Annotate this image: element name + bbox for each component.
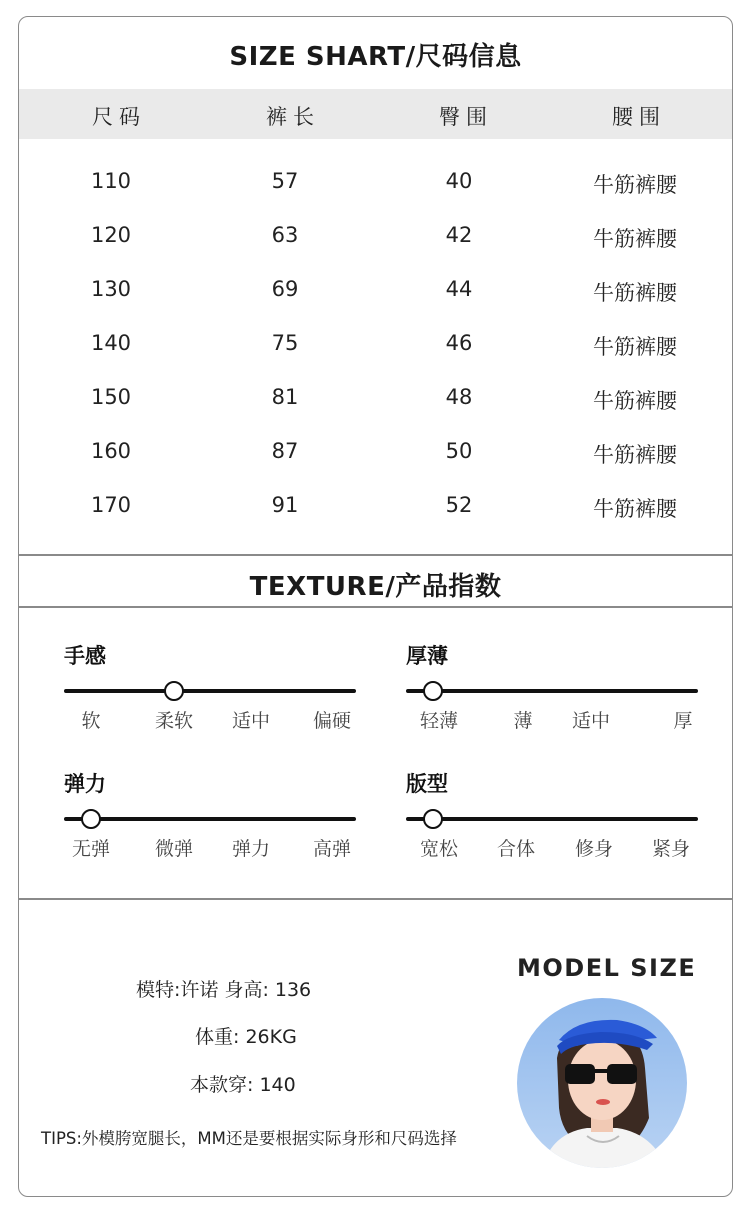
cell-waist: 牛筋裤腰 bbox=[593, 497, 677, 521]
divider bbox=[19, 898, 732, 900]
texture-group-elasticity bbox=[64, 768, 366, 878]
texture-option: 柔软 bbox=[154, 710, 194, 732]
texture-option: 适中 bbox=[571, 710, 611, 732]
cell-length: 81 bbox=[271, 385, 299, 409]
texture-option: 偏硬 bbox=[312, 710, 352, 732]
size-chart-title bbox=[19, 36, 732, 73]
table-row bbox=[19, 321, 732, 375]
header-length: 裤长 bbox=[266, 105, 320, 129]
texture-selected-marker bbox=[423, 681, 443, 701]
cell-hip: 44 bbox=[445, 277, 473, 301]
texture-title-zh: /产品指数 bbox=[385, 572, 502, 602]
texture-label-hand-feel: 手感 bbox=[64, 644, 106, 668]
texture-option: 薄 bbox=[513, 710, 533, 732]
table-row bbox=[19, 429, 732, 483]
cell-hip: 40 bbox=[445, 169, 473, 193]
cell-size: 170 bbox=[90, 493, 132, 517]
cell-length: 57 bbox=[271, 169, 299, 193]
size-chart-title-zh: /尺码信息 bbox=[405, 42, 522, 72]
texture-label-fit: 版型 bbox=[406, 772, 448, 796]
cell-waist: 牛筋裤腰 bbox=[593, 335, 677, 359]
texture-scale-line bbox=[64, 817, 356, 821]
texture-scale-line bbox=[406, 817, 698, 821]
texture-option: 微弹 bbox=[154, 838, 194, 860]
cell-waist: 牛筋裤腰 bbox=[593, 227, 677, 251]
cell-waist: 牛筋裤腰 bbox=[593, 443, 677, 467]
model-wearing-size: 本款穿: 140 bbox=[190, 1074, 296, 1096]
tips-text: TIPS:外模胯宽腿长，MM还是要根据实际身形和尺码选择 bbox=[41, 1129, 457, 1148]
cell-hip: 42 bbox=[445, 223, 473, 247]
size-table-header bbox=[19, 89, 732, 139]
texture-scale-line bbox=[64, 689, 356, 693]
texture-title-en: TEXTURE bbox=[249, 572, 386, 602]
texture-option: 修身 bbox=[574, 838, 614, 860]
divider bbox=[19, 554, 732, 556]
model-photo bbox=[517, 998, 687, 1168]
model-size-title: MODEL SIZE bbox=[517, 954, 697, 982]
texture-selected-marker bbox=[423, 809, 443, 829]
texture-option: 轻薄 bbox=[419, 710, 459, 732]
header-waist: 腰围 bbox=[612, 105, 666, 129]
texture-title bbox=[19, 566, 732, 603]
texture-option: 高弹 bbox=[312, 838, 352, 860]
cell-hip: 48 bbox=[445, 385, 473, 409]
cell-hip: 46 bbox=[445, 331, 473, 355]
cell-hip: 52 bbox=[445, 493, 473, 517]
cell-size: 160 bbox=[90, 439, 132, 463]
texture-selected-marker bbox=[164, 681, 184, 701]
texture-group-thickness bbox=[406, 640, 708, 750]
texture-option: 无弹 bbox=[71, 838, 111, 860]
texture-option: 宽松 bbox=[419, 838, 459, 860]
cell-length: 69 bbox=[271, 277, 299, 301]
model-photo-icon bbox=[517, 998, 687, 1168]
cell-size: 110 bbox=[90, 169, 132, 193]
table-row bbox=[19, 375, 732, 429]
table-row bbox=[19, 483, 732, 537]
cell-length: 63 bbox=[271, 223, 299, 247]
texture-option: 软 bbox=[81, 710, 101, 732]
table-row bbox=[19, 267, 732, 321]
texture-option: 适中 bbox=[231, 710, 271, 732]
size-chart-title-en: SIZE SHART bbox=[229, 42, 406, 72]
header-hip: 臀围 bbox=[439, 105, 493, 129]
cell-size: 130 bbox=[90, 277, 132, 301]
texture-label-elasticity: 弹力 bbox=[64, 772, 106, 796]
cell-length: 91 bbox=[271, 493, 299, 517]
size-chart-card bbox=[18, 16, 733, 1197]
texture-group-hand-feel bbox=[64, 640, 366, 750]
model-weight: 体重: 26KG bbox=[195, 1026, 297, 1048]
cell-waist: 牛筋裤腰 bbox=[593, 281, 677, 305]
texture-option: 合体 bbox=[496, 838, 536, 860]
texture-group-fit bbox=[406, 768, 708, 878]
texture-label-thickness: 厚薄 bbox=[406, 644, 448, 668]
texture-scale-line bbox=[406, 689, 698, 693]
cell-size: 150 bbox=[90, 385, 132, 409]
cell-size: 120 bbox=[90, 223, 132, 247]
header-size: 尺码 bbox=[92, 105, 146, 129]
cell-waist: 牛筋裤腰 bbox=[593, 173, 677, 197]
texture-option: 弹力 bbox=[231, 838, 271, 860]
cell-size: 140 bbox=[90, 331, 132, 355]
divider bbox=[19, 606, 732, 608]
table-row bbox=[19, 213, 732, 267]
table-row bbox=[19, 159, 732, 213]
cell-length: 87 bbox=[271, 439, 299, 463]
model-name-height: 模特:许诺 身高: 136 bbox=[136, 979, 312, 1001]
texture-selected-marker bbox=[81, 809, 101, 829]
cell-hip: 50 bbox=[445, 439, 473, 463]
cell-length: 75 bbox=[271, 331, 299, 355]
texture-option: 紧身 bbox=[651, 838, 691, 860]
cell-waist: 牛筋裤腰 bbox=[593, 389, 677, 413]
texture-option: 厚 bbox=[673, 710, 693, 732]
